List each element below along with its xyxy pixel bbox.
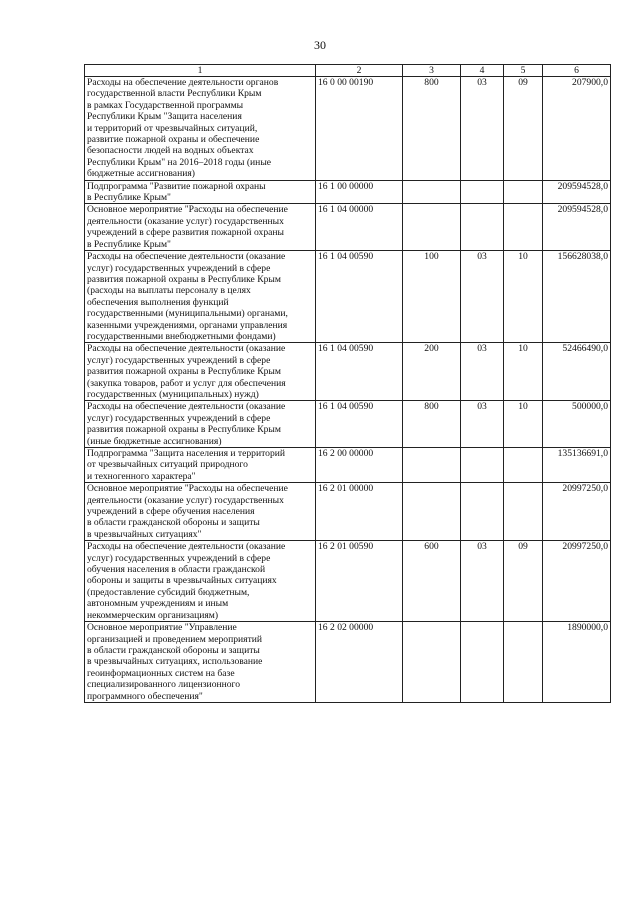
row-sum: 209594528,0 — [543, 204, 611, 251]
column-header-6: 6 — [543, 65, 611, 77]
row-sum: 52466490,0 — [543, 343, 611, 401]
row-name: Основное мероприятие "Расходы на обеспечение деятельности (оказание услуг) государственных учреждений в сфере развития пожарной охраны в Республике Крым" — [85, 204, 316, 251]
row-sum: 207900,0 — [543, 77, 611, 181]
row-section: 03 — [461, 251, 504, 343]
row-section: 03 — [461, 541, 504, 622]
page-number: 30 — [314, 38, 326, 52]
row-name: Основное мероприятие "Расходы на обеспечение деятельности (оказание услуг) государственных учреждений в сфере обучения населения в области гражданской обороны и защиты в чрезвычайных ситуациях" — [85, 483, 316, 541]
row-code: 16 2 02 00000 — [316, 622, 403, 703]
row-sum: 156628038,0 — [543, 251, 611, 343]
column-header-1: 1 — [85, 65, 316, 77]
row-type — [403, 483, 461, 541]
row-section: 03 — [461, 343, 504, 401]
row-sum: 1890000,0 — [543, 622, 611, 703]
row-code: 16 1 04 00590 — [316, 343, 403, 401]
row-type: 800 — [403, 401, 461, 448]
row-name: Расходы на обеспечение деятельности (оказание услуг) государственных учреждений в сфере развития пожарной охраны в Республике Крым (закупка товаров, работ и услуг для обеспечения государственных (муниципальных) нужд) — [85, 343, 316, 401]
row-name: Подпрограмма "Развитие пожарной охраны в Республике Крым" — [85, 180, 316, 204]
table-row — [85, 448, 611, 483]
row-type — [403, 180, 461, 204]
row-code: 16 2 01 00000 — [316, 483, 403, 541]
table-row — [85, 77, 611, 181]
row-sum: 20997250,0 — [543, 541, 611, 622]
row-subsection — [504, 448, 543, 483]
table-row — [85, 483, 611, 541]
table-row — [85, 251, 611, 343]
row-subsection: 09 — [504, 77, 543, 181]
row-sum: 500000,0 — [543, 401, 611, 448]
row-code: 16 1 04 00000 — [316, 204, 403, 251]
row-code: 16 2 01 00590 — [316, 541, 403, 622]
row-section — [461, 448, 504, 483]
column-header-3: 3 — [403, 65, 461, 77]
row-section: 03 — [461, 401, 504, 448]
column-header-5: 5 — [504, 65, 543, 77]
row-name: Основное мероприятие "Управление организацией и проведением мероприятий в области гражданской обороны и защиты в чрезвычайных ситуациях, использование геоинформационных систем на базе специализированного лицензионного программного обеспечения" — [85, 622, 316, 703]
column-header-2: 2 — [316, 65, 403, 77]
row-type: 600 — [403, 541, 461, 622]
row-type: 800 — [403, 77, 461, 181]
row-sum: 20997250,0 — [543, 483, 611, 541]
row-subsection: 10 — [504, 401, 543, 448]
row-code: 16 1 00 00000 — [316, 180, 403, 204]
row-sum: 135136691,0 — [543, 448, 611, 483]
row-name: Расходы на обеспечение деятельности (оказание услуг) государственных учреждений в сфере развития пожарной охраны в Республике Крым (иные бюджетные ассигнования) — [85, 401, 316, 448]
row-type — [403, 448, 461, 483]
row-subsection — [504, 180, 543, 204]
table-row — [85, 622, 611, 703]
row-code: 16 2 00 00000 — [316, 448, 403, 483]
row-subsection — [504, 622, 543, 703]
table-row — [85, 204, 611, 251]
column-header-4: 4 — [461, 65, 504, 77]
row-section — [461, 622, 504, 703]
row-sum: 209594528,0 — [543, 180, 611, 204]
table-row — [85, 343, 611, 401]
row-section — [461, 483, 504, 541]
row-name: Расходы на обеспечение деятельности (оказание услуг) государственных учреждений в сфере развития пожарной охраны в Республике Крым (расходы на выплаты персоналу в целях обеспечения выполнения функций государственными (муниципальными) органами, казенными учреждениями, органами управления государственными внебюджетными фондами) — [85, 251, 316, 343]
row-code: 16 0 00 00190 — [316, 77, 403, 181]
row-section — [461, 180, 504, 204]
row-code: 16 1 04 00590 — [316, 251, 403, 343]
row-subsection: 09 — [504, 541, 543, 622]
table-row — [85, 180, 611, 204]
budget-table — [84, 64, 611, 703]
row-code: 16 1 04 00590 — [316, 401, 403, 448]
row-subsection: 10 — [504, 251, 543, 343]
row-section — [461, 204, 504, 251]
table-row — [85, 541, 611, 622]
row-section: 03 — [461, 77, 504, 181]
row-name: Подпрограмма "Защита населения и территорий от чрезвычайных ситуаций природного и техногенного характера" — [85, 448, 316, 483]
row-subsection — [504, 483, 543, 541]
row-type: 100 — [403, 251, 461, 343]
table-header-row — [85, 65, 611, 77]
row-name: Расходы на обеспечение деятельности органов государственной власти Республики Крым в рамках Государственной программы Республики Крым "Защита населения и территорий от чрезвычайных ситуаций, развитие пожарной охраны и обеспечение безопасности людей на водных объектах Республики Крым" на 2016–2018 годы (иные бюджетные ассигнования) — [85, 77, 316, 181]
row-name: Расходы на обеспечение деятельности (оказание услуг) государственных учреждений в сфере обучения населения в области гражданской обороны и защиты в чрезвычайных ситуациях (предоставление субсидий бюджетным, автономным учреждениям и иным некоммерческим организациям) — [85, 541, 316, 622]
row-type — [403, 204, 461, 251]
row-type — [403, 622, 461, 703]
row-subsection — [504, 204, 543, 251]
row-type: 200 — [403, 343, 461, 401]
table-row — [85, 401, 611, 448]
row-subsection: 10 — [504, 343, 543, 401]
